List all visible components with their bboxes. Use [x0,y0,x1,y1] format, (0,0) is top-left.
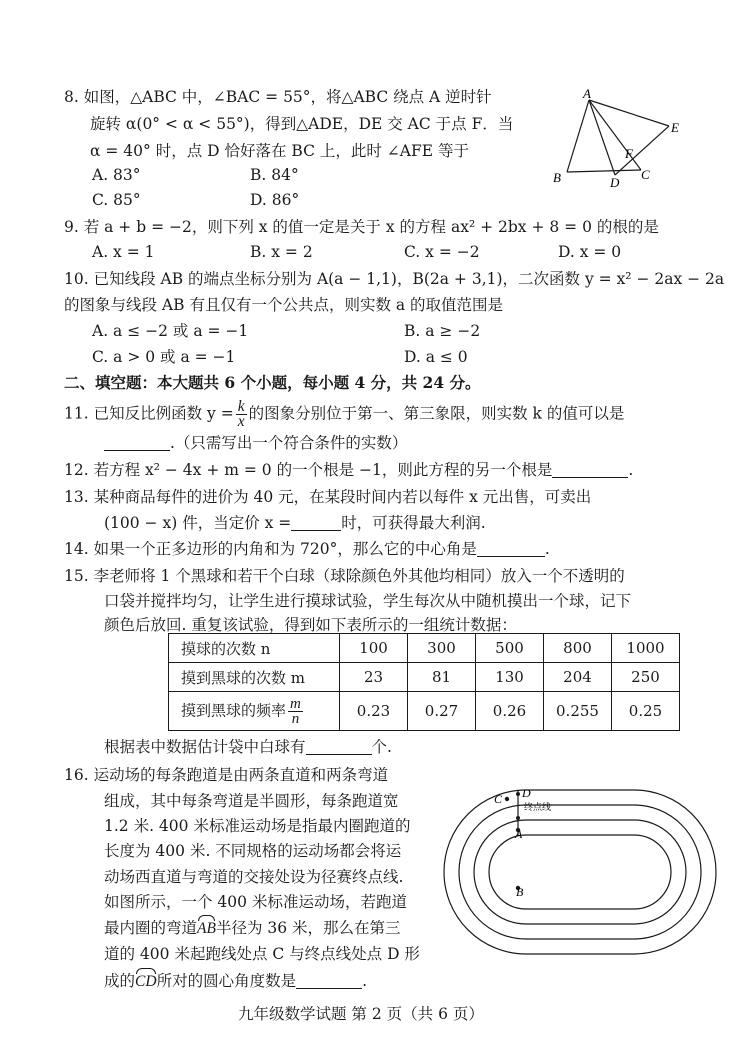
table-cell: 81 [408,663,476,692]
fig16-label-a: A [515,827,523,841]
q10-option-c: C. a > 0 或 a = −1 [92,348,236,366]
q10-line2: 的图象与线段 AB 有且仅有一个公共点，则实数 a 的取值范围是 [64,296,504,314]
q16-line7b: 半径为 36 米，那么在第三 [215,919,401,937]
arc-ab-label: AB [197,918,216,940]
arc-cd-label: CD [135,971,157,993]
q16-line3: 1.2 米. 400 米标准运动场是指最内圈跑道的 [104,817,411,835]
table-cell: 0.25 [612,692,680,731]
q14-text-pre: 14. 如果一个正多边形的内角和为 720°，那么它的中心角是 [64,540,477,558]
table-cell: 0.255 [544,692,612,731]
table-row [169,634,680,663]
q11-line2 [104,432,407,454]
q16-line9b: 所对的圆心角度数是 [156,972,297,990]
page-footer: 九年级数学试题 第 2 页（共 6 页） [238,1005,484,1023]
q12-text-pre: 12. 若方程 x² − 4x + m = 0 的一个根是 −1，则此方程的另一个根是 [64,461,553,479]
table-cell: 800 [544,634,612,663]
q16-line9 [104,970,367,993]
q15-after-post: 个. [371,738,392,756]
freq-frac-num: m [290,695,301,712]
q13-answer-blank[interactable] [291,514,341,531]
freq-label: 摸到黑球的频率 [181,701,287,719]
q15-after [104,736,392,758]
table-row [169,692,680,731]
fig16-label-c: C [494,792,503,806]
q16-line4: 长度为 400 米. 不同规格的运动场都会将运 [104,842,402,860]
q11-frac-num: k [237,398,245,415]
fig8-label-a: A [583,86,591,101]
q11-text-line2: .（只需写出一个符合条件的实数） [170,434,408,452]
table-cell: 1000 [612,634,680,663]
fig16-label-b: B [516,885,524,899]
q8-line2: 旋转 α(0° < α < 55°)，得到△ADE，DE 交 AC 于点 F．当 [90,115,514,133]
section-heading: 二、填空题：本大题共 6 个小题，每小题 4 分，共 24 分。 [64,373,481,392]
q16-line9a: 成的 [104,972,136,990]
q11-line1 [64,400,624,429]
q8-line1: 8. 如图，△ABC 中，∠BAC = 55°，将△ABC 绕点 A 逆时针 [64,88,492,106]
q12-line1 [64,459,633,481]
q15-line1: 15. 李老师将 1 个黑球和若干个白球（球除颜色外其他均相同）放入一个不透明的 [64,567,625,585]
fig8-label-c: C [641,167,650,182]
q14-answer-blank[interactable] [477,540,545,557]
q11-frac-den: x [237,413,245,430]
fig8-label-b: B [553,170,561,185]
q16-line1: 16. 运动场的每条跑道是由两条直道和两条弯道 [64,766,389,784]
table-cell: 0.27 [408,692,476,731]
table-cell: 250 [612,663,680,692]
q15-after-pre: 根据表中数据估计袋中白球有 [104,738,306,756]
q16-answer-blank[interactable] [296,972,362,989]
q9-option-d: D. x = 0 [558,243,622,261]
q14-line1 [64,538,550,560]
q15-line2: 口袋并搅拌均匀，让学生进行摸球试验，学生每次从中随机摸出一个球，记下 [104,592,632,610]
q11-fraction [236,400,247,429]
q16-line7 [104,917,401,940]
table-cell: 0.23 [340,692,408,731]
freq-frac-den: n [291,710,300,727]
fig16-finish-line-label: 终点线 [524,803,552,813]
table-cell: 500 [476,634,544,663]
table-cell: 204 [544,663,612,692]
table-row-header: 摸到黑球的次数 m [169,663,340,692]
q8-option-b: B. 84° [250,166,299,184]
q11-text-pre: 11. 已知反比例函数 y = [64,404,234,423]
q12-answer-blank[interactable] [552,461,628,478]
table-cell: 300 [408,634,476,663]
q15-answer-blank[interactable] [306,738,372,755]
q16-line7a: 最内圈的弯道 [104,919,198,937]
q8-option-d: D. 86° [250,191,300,209]
q11-text-post: 的图象分别位于第一、第三象限，则实数 k 的值可以是 [248,404,625,423]
fig8-label-e: E [671,120,679,135]
q10-option-b: B. a ≥ −2 [404,322,481,340]
q16-line5: 动场西直道与弯道的交接处设为径赛终点线. [104,868,404,886]
q14-text-post: . [544,540,550,558]
fig16-label-d: D [522,786,531,800]
q10-option-d: D. a ≤ 0 [404,348,468,366]
table-row [169,663,680,692]
q11-answer-blank[interactable] [104,434,170,451]
q8-option-a: A. 83° [92,166,141,184]
table-cell: 23 [340,663,408,692]
q16-line2: 组成，其中每条弯道是半圆形，每条跑道宽 [104,792,399,810]
q10-option-a: A. a ≤ −2 或 a = −1 [92,322,249,340]
fig8-label-d: D [610,175,620,190]
q8-line3: α = 40° 时，点 D 恰好落在 BC 上，此时 ∠AFE 等于 [90,142,469,160]
q16-line8: 道的 400 米起跑线处点 C 与终点线处点 D 形 [104,945,420,963]
table-row-header: 摸球的次数 n [169,634,340,663]
q16-line9c: . [362,972,368,990]
q9-line1: 9. 若 a + b = −2，则下列 x 的值一定是关于 x 的方程 ax² + 2bx + 8 = 0 的根的是 [64,218,659,236]
table-cell: 130 [476,663,544,692]
q13-text-pre: (100 − x) 件，当定价 x = [104,514,292,532]
q13-text-post: 时，可获得最大利润. [341,514,486,532]
q16-line6: 如图所示，一个 400 米标准运动场，若跑道 [104,893,407,911]
q8-option-c: C. 85° [92,191,141,209]
triangle-rotation-figure [545,86,695,196]
frequency-table [168,633,680,731]
table-cell: 100 [340,634,408,663]
q13-line2 [104,512,486,534]
q9-option-c: C. x = −2 [404,243,480,261]
fig8-label-f: F [625,146,633,161]
table-cell: 0.26 [476,692,544,731]
table-row-header [169,692,340,731]
q15-line3: 颜色后放回. 重复该试验，得到如下表所示的一组统计数据： [104,616,517,634]
q13-line1: 13. 某种商品每件的进价为 40 元，在某段时间内若以每件 x 元出售，可卖出 [64,488,592,506]
q12-text-post: . [628,461,634,479]
q9-option-b: B. x = 2 [250,243,313,261]
q9-option-a: A. x = 1 [92,243,155,261]
freq-fraction [288,697,303,726]
running-track-figure [440,778,720,958]
q10-line1: 10. 已知线段 AB 的端点坐标分别为 A(a − 1,1)，B(2a + 3,1)，二次函数 y = x² − 2ax − 2a [64,270,725,288]
